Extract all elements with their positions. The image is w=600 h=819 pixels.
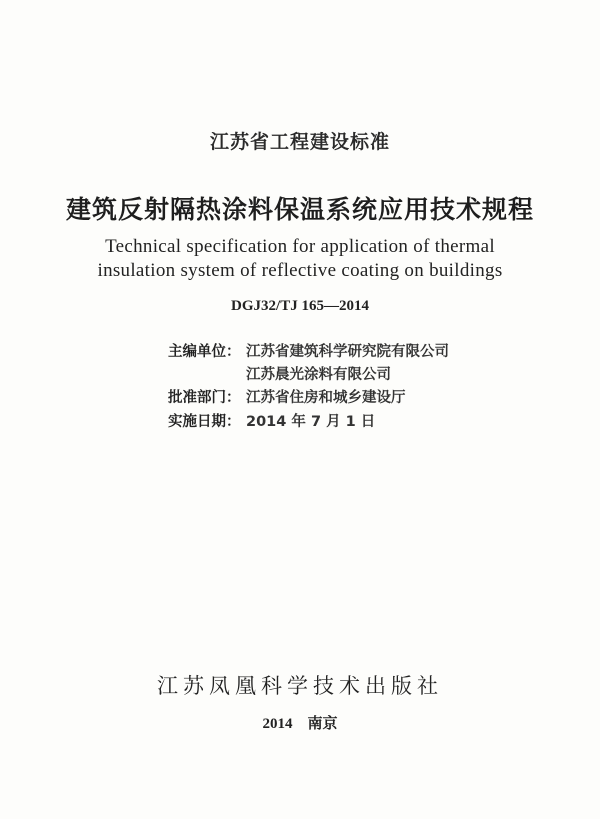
document-title-chinese: 建筑反射隔热涂料保温系统应用技术规程 — [65, 195, 534, 224]
effective-date: 2014 年 7 月 1 日 — [246, 414, 376, 430]
approver: 江苏省住房和城乡建设厅 — [246, 390, 406, 406]
standard-code: DGJ32/TJ 165—2014 — [231, 298, 369, 314]
editor-row — [168, 340, 449, 361]
publisher: 江苏凤凰科学技术出版社 — [157, 674, 443, 698]
series-title: 江苏省工程建设标准 — [209, 131, 390, 153]
year-city: 2014 南京 — [262, 716, 338, 732]
date-row — [168, 410, 375, 431]
date-label: 实施日期： — [168, 414, 241, 430]
approver-row — [168, 386, 406, 407]
editor-2: 江苏晨光涂料有限公司 — [246, 367, 391, 383]
approver-label: 批准部门： — [168, 390, 241, 406]
editor-label: 主编单位： — [168, 344, 241, 360]
editor-row-2 — [168, 363, 391, 384]
document-title-english-line-1: Technical specification for application of thermal — [105, 236, 495, 257]
document-title-english-line-2: insulation system of reflective coating on buildings — [97, 260, 503, 281]
editor-1: 江苏省建筑科学研究院有限公司 — [246, 344, 449, 360]
